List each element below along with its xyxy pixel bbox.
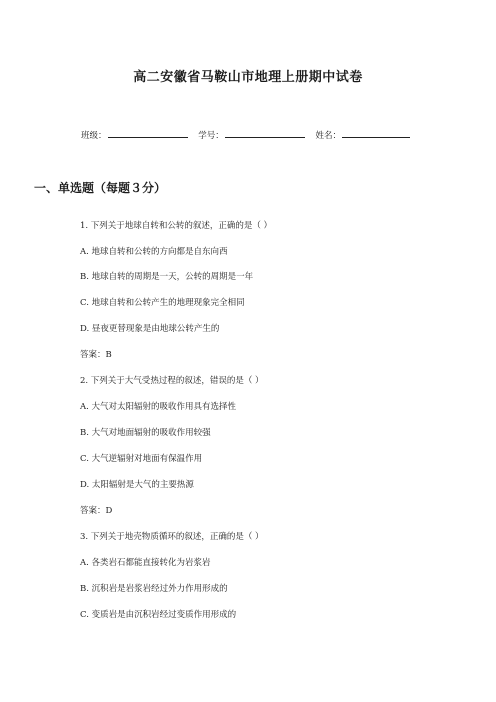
question-option: B. 沉积岩是岩浆岩经过外力作用形成的 <box>80 584 228 594</box>
student-number-label: 学号： <box>198 131 224 141</box>
question-option: B. 地球自转的周期是一天，公转的周期是一年 <box>80 272 254 282</box>
answer-line: 答案：B <box>80 350 112 360</box>
student-info-row <box>81 128 410 141</box>
question-option: D. 昼夜更替现象是由地球公转产生的 <box>80 324 220 334</box>
page-title: 高二安徽省马鞍山市地理上册期中试卷 <box>133 70 363 85</box>
question-option: A. 地球自转和公转的方向都是自东向西 <box>80 247 228 257</box>
question-option: B. 大气对地面辐射的吸收作用较强 <box>80 428 211 438</box>
question-option: C. 大气逆辐射对地面有保温作用 <box>80 454 203 464</box>
question-option: A. 大气对太阳辐射的吸收作用具有选择性 <box>80 402 237 412</box>
question-stem: 3. 下列关于地壳物质循环的叙述，正确的是（ ） <box>80 532 264 542</box>
class-label: 班级： <box>81 131 107 141</box>
student-number-blank <box>225 128 305 138</box>
name-blank <box>342 128 410 138</box>
question-stem: 2. 下列关于大气受热过程的叙述，错误的是（ ） <box>80 376 264 386</box>
question-option: C. 地球自转和公转产生的地理现象完全相同 <box>80 298 245 308</box>
class-blank <box>108 128 188 138</box>
name-label: 姓名： <box>315 131 341 141</box>
section-heading: 一、单选题（每题３分） <box>34 181 167 195</box>
question-option: A. 各类岩石都能直接转化为岩浆岩 <box>80 558 211 568</box>
question-stem: 1. 下列关于地球自转和公转的叙述，正确的是（ ） <box>80 221 273 231</box>
answer-line: 答案：D <box>80 506 113 516</box>
question-option: D. 太阳辐射是大气的主要热源 <box>80 480 194 490</box>
question-option: C. 变质岩是由沉积岩经过变质作用形成的 <box>80 610 237 620</box>
